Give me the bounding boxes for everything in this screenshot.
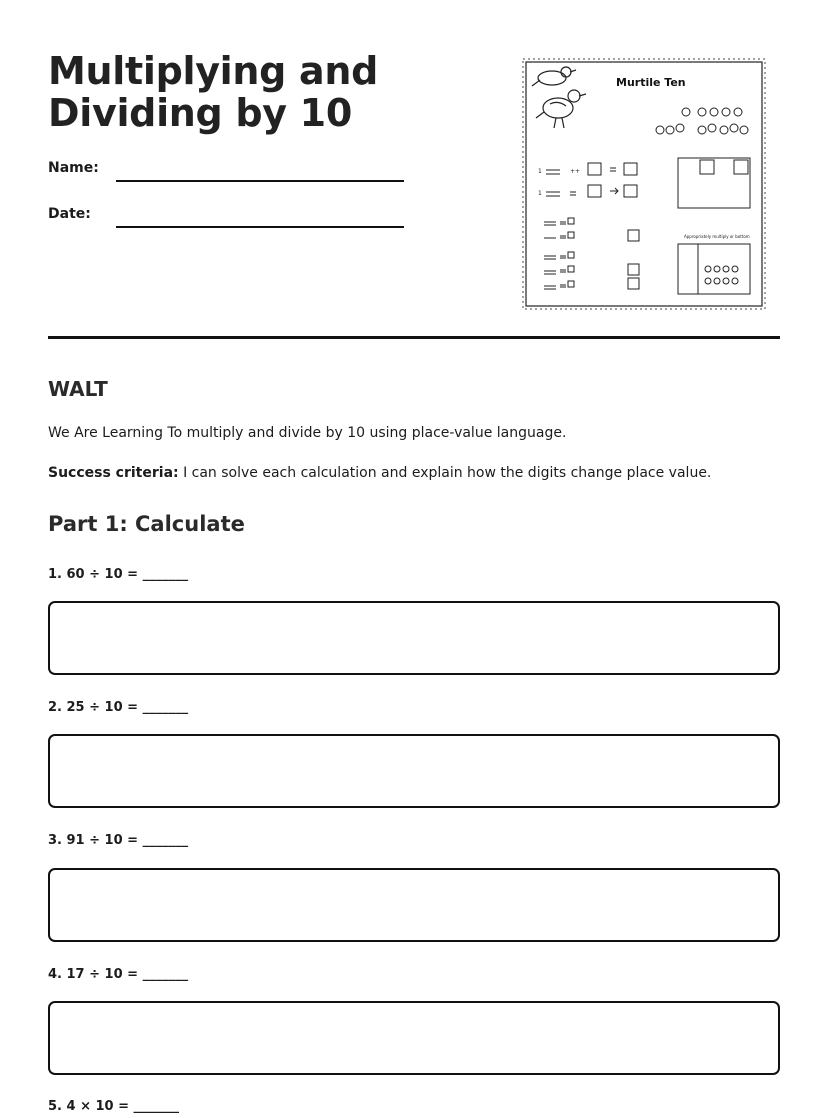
question-2-label: 2. 25 ÷ 10 = _______ (48, 700, 189, 715)
svg-text:++: ++ (570, 168, 581, 175)
thumbnail-caption: Appropriately multiply or bottom (684, 234, 750, 239)
answer-box-3[interactable] (48, 868, 780, 942)
date-field[interactable] (116, 226, 404, 228)
success-criteria (48, 465, 711, 481)
question-3-label: 3. 91 ÷ 10 = _______ (48, 833, 189, 848)
part-1-heading: Part 1: Calculate (48, 512, 245, 536)
success-criteria-label: Success criteria: (48, 465, 179, 481)
question-4-label: 4. 17 ÷ 10 = _______ (48, 967, 189, 982)
thumbnail-title: Murtile Ten (616, 76, 686, 89)
answer-box-1[interactable] (48, 601, 780, 675)
worksheet-title (48, 50, 468, 134)
success-criteria-text: I can solve each calculation and explain how the digits change place value. (178, 465, 712, 481)
header-divider (48, 336, 780, 339)
name-field[interactable] (116, 180, 404, 182)
svg-text:1: 1 (538, 168, 542, 175)
title-line-2: Dividing by 10 (48, 91, 352, 135)
question-1-label: 1. 60 ÷ 10 = _______ (48, 567, 189, 582)
date-label: Date: (48, 206, 91, 222)
answer-box-2[interactable] (48, 734, 780, 808)
name-label: Name: (48, 160, 99, 176)
worksheet-thumbnail-image (520, 56, 768, 312)
answer-box-4[interactable] (48, 1001, 780, 1075)
title-line-1: Multiplying and (48, 49, 378, 93)
question-5-label: 5. 4 × 10 = _______ (48, 1099, 180, 1114)
walt-heading: WALT (48, 377, 108, 401)
svg-text:1: 1 (538, 190, 542, 197)
walt-text: We Are Learning To multiply and divide by 10 using place-value language. (48, 425, 567, 441)
